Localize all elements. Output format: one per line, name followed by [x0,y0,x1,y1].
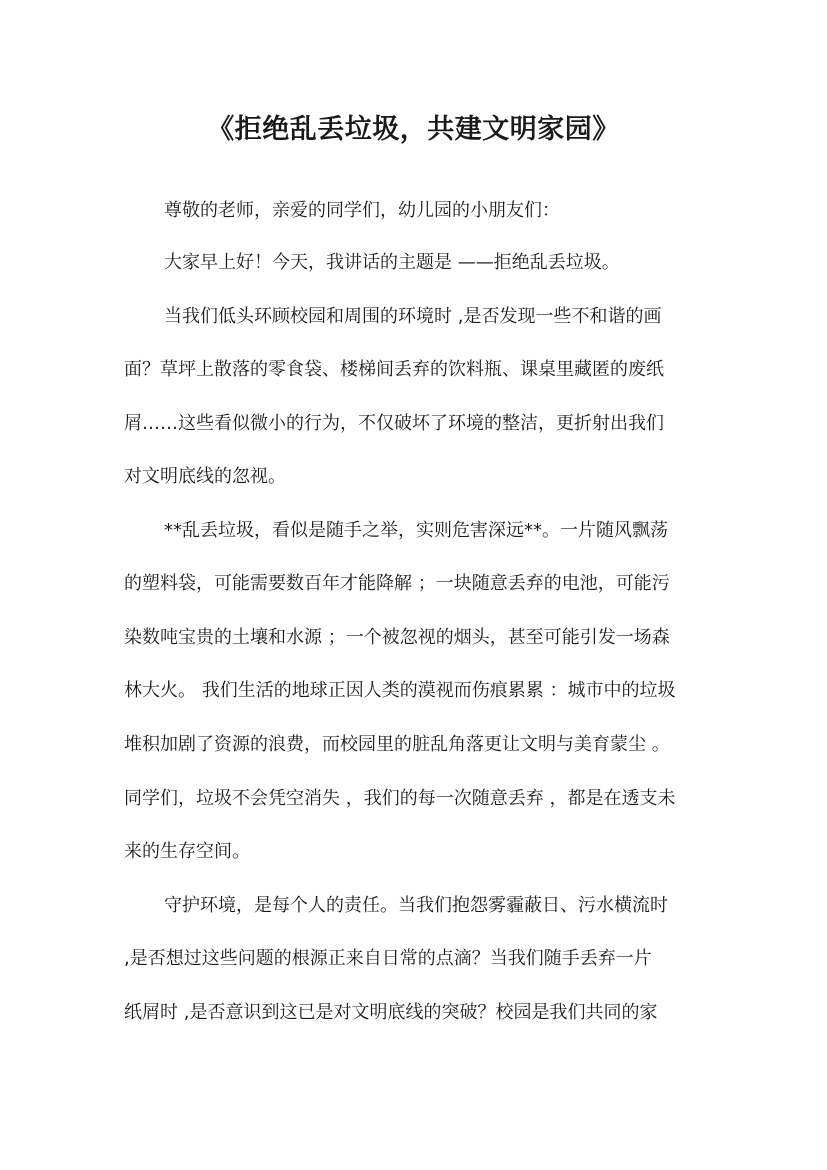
document-title: 《拒绝乱丢垃圾，共建文明家园》 [207,114,620,145]
paragraph-2-line-5: 堆积加剧了资源的浪费，而校园里的脏乱角落更让文明与美育蒙尘 。 [124,734,670,755]
greeting-line: 大家早上好！今天，我讲话的主题是 ——拒绝乱丢垃圾。 [164,252,620,273]
paragraph-2-line-7: 来的生存空间。 [124,841,250,862]
paragraph-3-line-1: 守护环境，是每个人的责任。当我们抱怨雾霾蔽日、污水横流时 [164,895,668,916]
salutation-line: 尊敬的老师，亲爱的同学们，幼儿园的小朋友们： [164,200,560,221]
paragraph-3-line-3: 纸屑时 ,是否意识到这已是对文明底线的突破？校园是我们共同的家 [124,1002,658,1023]
paragraph-1-line-1: 当我们低头环顾校园和周围的环境时 ,是否发现一些不和谐的画 [164,306,662,327]
paragraph-3-line-2: ,是否想过这些问题的根源正来自日常的点滴？当我们随手丢弃一片 [124,948,652,969]
paragraph-2-line-4: 林大火。 我们生活的地球正因人类的漠视而伤痕累累 ：城市中的垃圾 [124,680,676,701]
paragraph-1-line-2: 面？草坪上散落的零食袋、楼梯间丢弃的饮料瓶、课桌里藏匿的废纸 [124,359,664,380]
paragraph-2-line-6: 同学们，垃圾不会凭空消失 ，我们的每一次随意丢弃 ，都是在透支未 [124,788,676,809]
paragraph-2-line-2: 的塑料袋，可能需要数百年才能降解 ；一块随意丢弃的电池，可能污 [124,573,670,594]
paragraph-2-line-3: 染数吨宝贵的土壤和水源 ；一个被忽视的烟头，甚至可能引发一场森 [124,627,670,648]
paragraph-1-line-3: 屑……这些看似微小的行为，不仅破坏了环境的整洁，更折射出我们 [124,413,664,434]
paragraph-2-line-1: **乱丢垃圾，看似是随手之举，实则危害深远**。一片随风飘荡 [164,520,668,541]
paragraph-1-line-4: 对文明底线的忽视。 [124,466,286,487]
